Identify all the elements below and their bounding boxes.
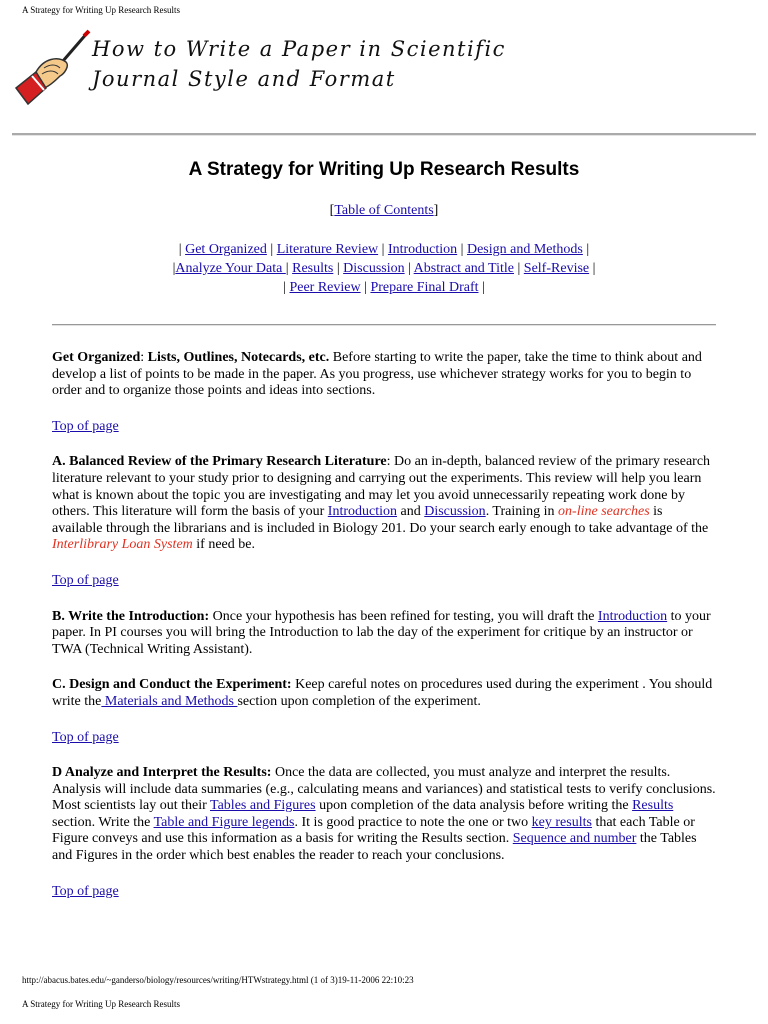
- content-divider: [52, 324, 716, 326]
- section-heading: Get Organized: [52, 350, 141, 365]
- top-of-page-link[interactable]: Top of page: [52, 883, 119, 899]
- top-divider: [12, 133, 756, 136]
- top-of-page-link[interactable]: Top of page: [52, 729, 119, 745]
- top-of-page-row: [52, 730, 716, 747]
- top-of-page-row: [52, 884, 716, 901]
- tables-and-figures-link[interactable]: Tables and Figures: [210, 798, 316, 814]
- section-heading: C. Design and Conduct the Experiment:: [52, 677, 292, 693]
- top-of-page-link[interactable]: Top of page: [52, 572, 119, 588]
- hand-writing-with-pen-icon: [14, 28, 94, 108]
- nav-row-3: | Peer Review | Prepare Final Draft |: [283, 280, 485, 295]
- top-of-page-link[interactable]: Top of page: [52, 418, 119, 434]
- nav-row-2: |Analyze Your Data | Results | Discussion | Abstract and Title | Self-Revise |: [172, 261, 596, 276]
- print-footer-title: A Strategy for Writing Up Research Results: [22, 999, 180, 1009]
- nav-link-prepare-final-draft[interactable]: Prepare Final Draft: [370, 280, 479, 295]
- nav-link-get-organized[interactable]: Get Organized: [185, 242, 267, 257]
- section-analyze-results: D Analyze and Interpret the Results: Once the data are collected, you must analyze and interpret the results. Analysis will include data summaries (e.g., calculating means and variances) and statistical tests to verify conclusions. Most scientists lay out their Tables and Figures upon completion of the data analysis before writing the Results section. Write the Table and Figure legends. It is good practice to note the one or two key results that each Table or Figure conveys and use this information as a basis for writing the Results section. Sequence and number the Tables and Figures in the order which best enables the reader to reach your conclusions.: [52, 765, 716, 864]
- interlibrary-loan-text: Interlibrary Loan System: [52, 537, 193, 553]
- nav-row-1: | Get Organized | Literature Review | Introduction | Design and Methods |: [178, 242, 590, 257]
- nav-link-abstract-and-title[interactable]: Abstract and Title: [413, 261, 514, 276]
- main-content: [52, 350, 716, 919]
- top-of-page-row: [52, 419, 716, 436]
- introduction-link[interactable]: Introduction: [597, 608, 668, 624]
- materials-and-methods-link[interactable]: Materials and Methods: [101, 693, 238, 709]
- nav-link-introduction[interactable]: Introduction: [387, 242, 458, 257]
- section-heading: D Analyze and Interpret the Results:: [52, 765, 272, 781]
- sequence-and-number-link[interactable]: Sequence and number: [512, 831, 637, 847]
- section-get-organized: Get Organized: Lists, Outlines, Notecards, etc. Before starting to write the paper, take the time to think about and develop a list of points to be made in the paper. As you progress, use whichever strategy works for you to begin to order and to organize those points and ideas into sections.: [52, 350, 702, 399]
- banner-title-line1: How to Write a Paper in Scientific: [92, 37, 506, 61]
- table-and-figure-legends-link[interactable]: Table and Figure legends: [153, 814, 295, 830]
- nav-link-discussion[interactable]: Discussion: [343, 261, 405, 276]
- section-heading: A. Balanced Review of the Primary Research Literature: [52, 454, 387, 470]
- nav-link-analyze-data[interactable]: Analyze Your Data: [175, 261, 286, 276]
- key-results-link[interactable]: key results: [531, 814, 592, 830]
- discussion-link[interactable]: Discussion: [424, 504, 486, 520]
- top-of-page-row: [52, 573, 716, 590]
- section-heading: B. Write the Introduction:: [52, 608, 210, 624]
- section-subheading: Lists, Outlines, Notecards, etc.: [147, 350, 330, 365]
- section-write-introduction: B. Write the Introduction: Once your hypothesis has been refined for testing, you will draft the Introduction to your paper. In PI courses you will bring the Introduction to lab the day of the experiment for critique by an instructor or TWA (Technical Writing Assistant).: [52, 608, 711, 657]
- nav-link-literature-review[interactable]: Literature Review: [276, 242, 379, 257]
- introduction-link[interactable]: Introduction: [327, 504, 398, 520]
- section-design-experiment: C. Design and Conduct the Experiment: Keep careful notes on procedures used during the experiment . You should write the Materials and Methods section upon completion of the experiment.: [52, 677, 713, 709]
- page-title: A Strategy for Writing Up Research Results: [188, 159, 580, 180]
- print-footer-url: http://abacus.bates.edu/~ganderso/biology/resources/writing/HTWstrategy.html (1 of 3)19-11-2006 22:10:23: [22, 975, 414, 985]
- print-header: A Strategy for Writing Up Research Results: [22, 5, 180, 15]
- online-searches-text: on-line searches: [558, 504, 650, 520]
- page-banner: [14, 28, 506, 110]
- results-link[interactable]: Results: [632, 798, 674, 814]
- nav-link-results[interactable]: Results: [292, 261, 334, 276]
- table-of-contents-link[interactable]: Table of Contents: [334, 203, 434, 218]
- banner-title-line2: Journal Style and Format: [92, 67, 396, 91]
- section-nav: [0, 240, 768, 297]
- section-literature-review: A. Balanced Review of the Primary Research Literature: Do an in-depth, balanced review of the primary research literature relevant to your study prior to designing and carrying out the experiments. This review will help you learn what is known about the topic you are investigating and may let you avoid unnecessarily repeating work done by others. This literature will form the basis of your Introduction and Discussion. Training in on-line searches is available through the librarians and is included in Biology 201. Do your search early enough to take advantage of the Interlibrary Loan System if need be.: [52, 454, 711, 553]
- nav-link-design-and-methods[interactable]: Design and Methods: [466, 242, 583, 257]
- nav-link-peer-review[interactable]: Peer Review: [289, 280, 361, 295]
- banner-title: [92, 34, 506, 94]
- table-of-contents-link-row: [Table of Contents]: [329, 203, 439, 218]
- nav-link-self-revise[interactable]: Self-Revise: [523, 261, 590, 276]
